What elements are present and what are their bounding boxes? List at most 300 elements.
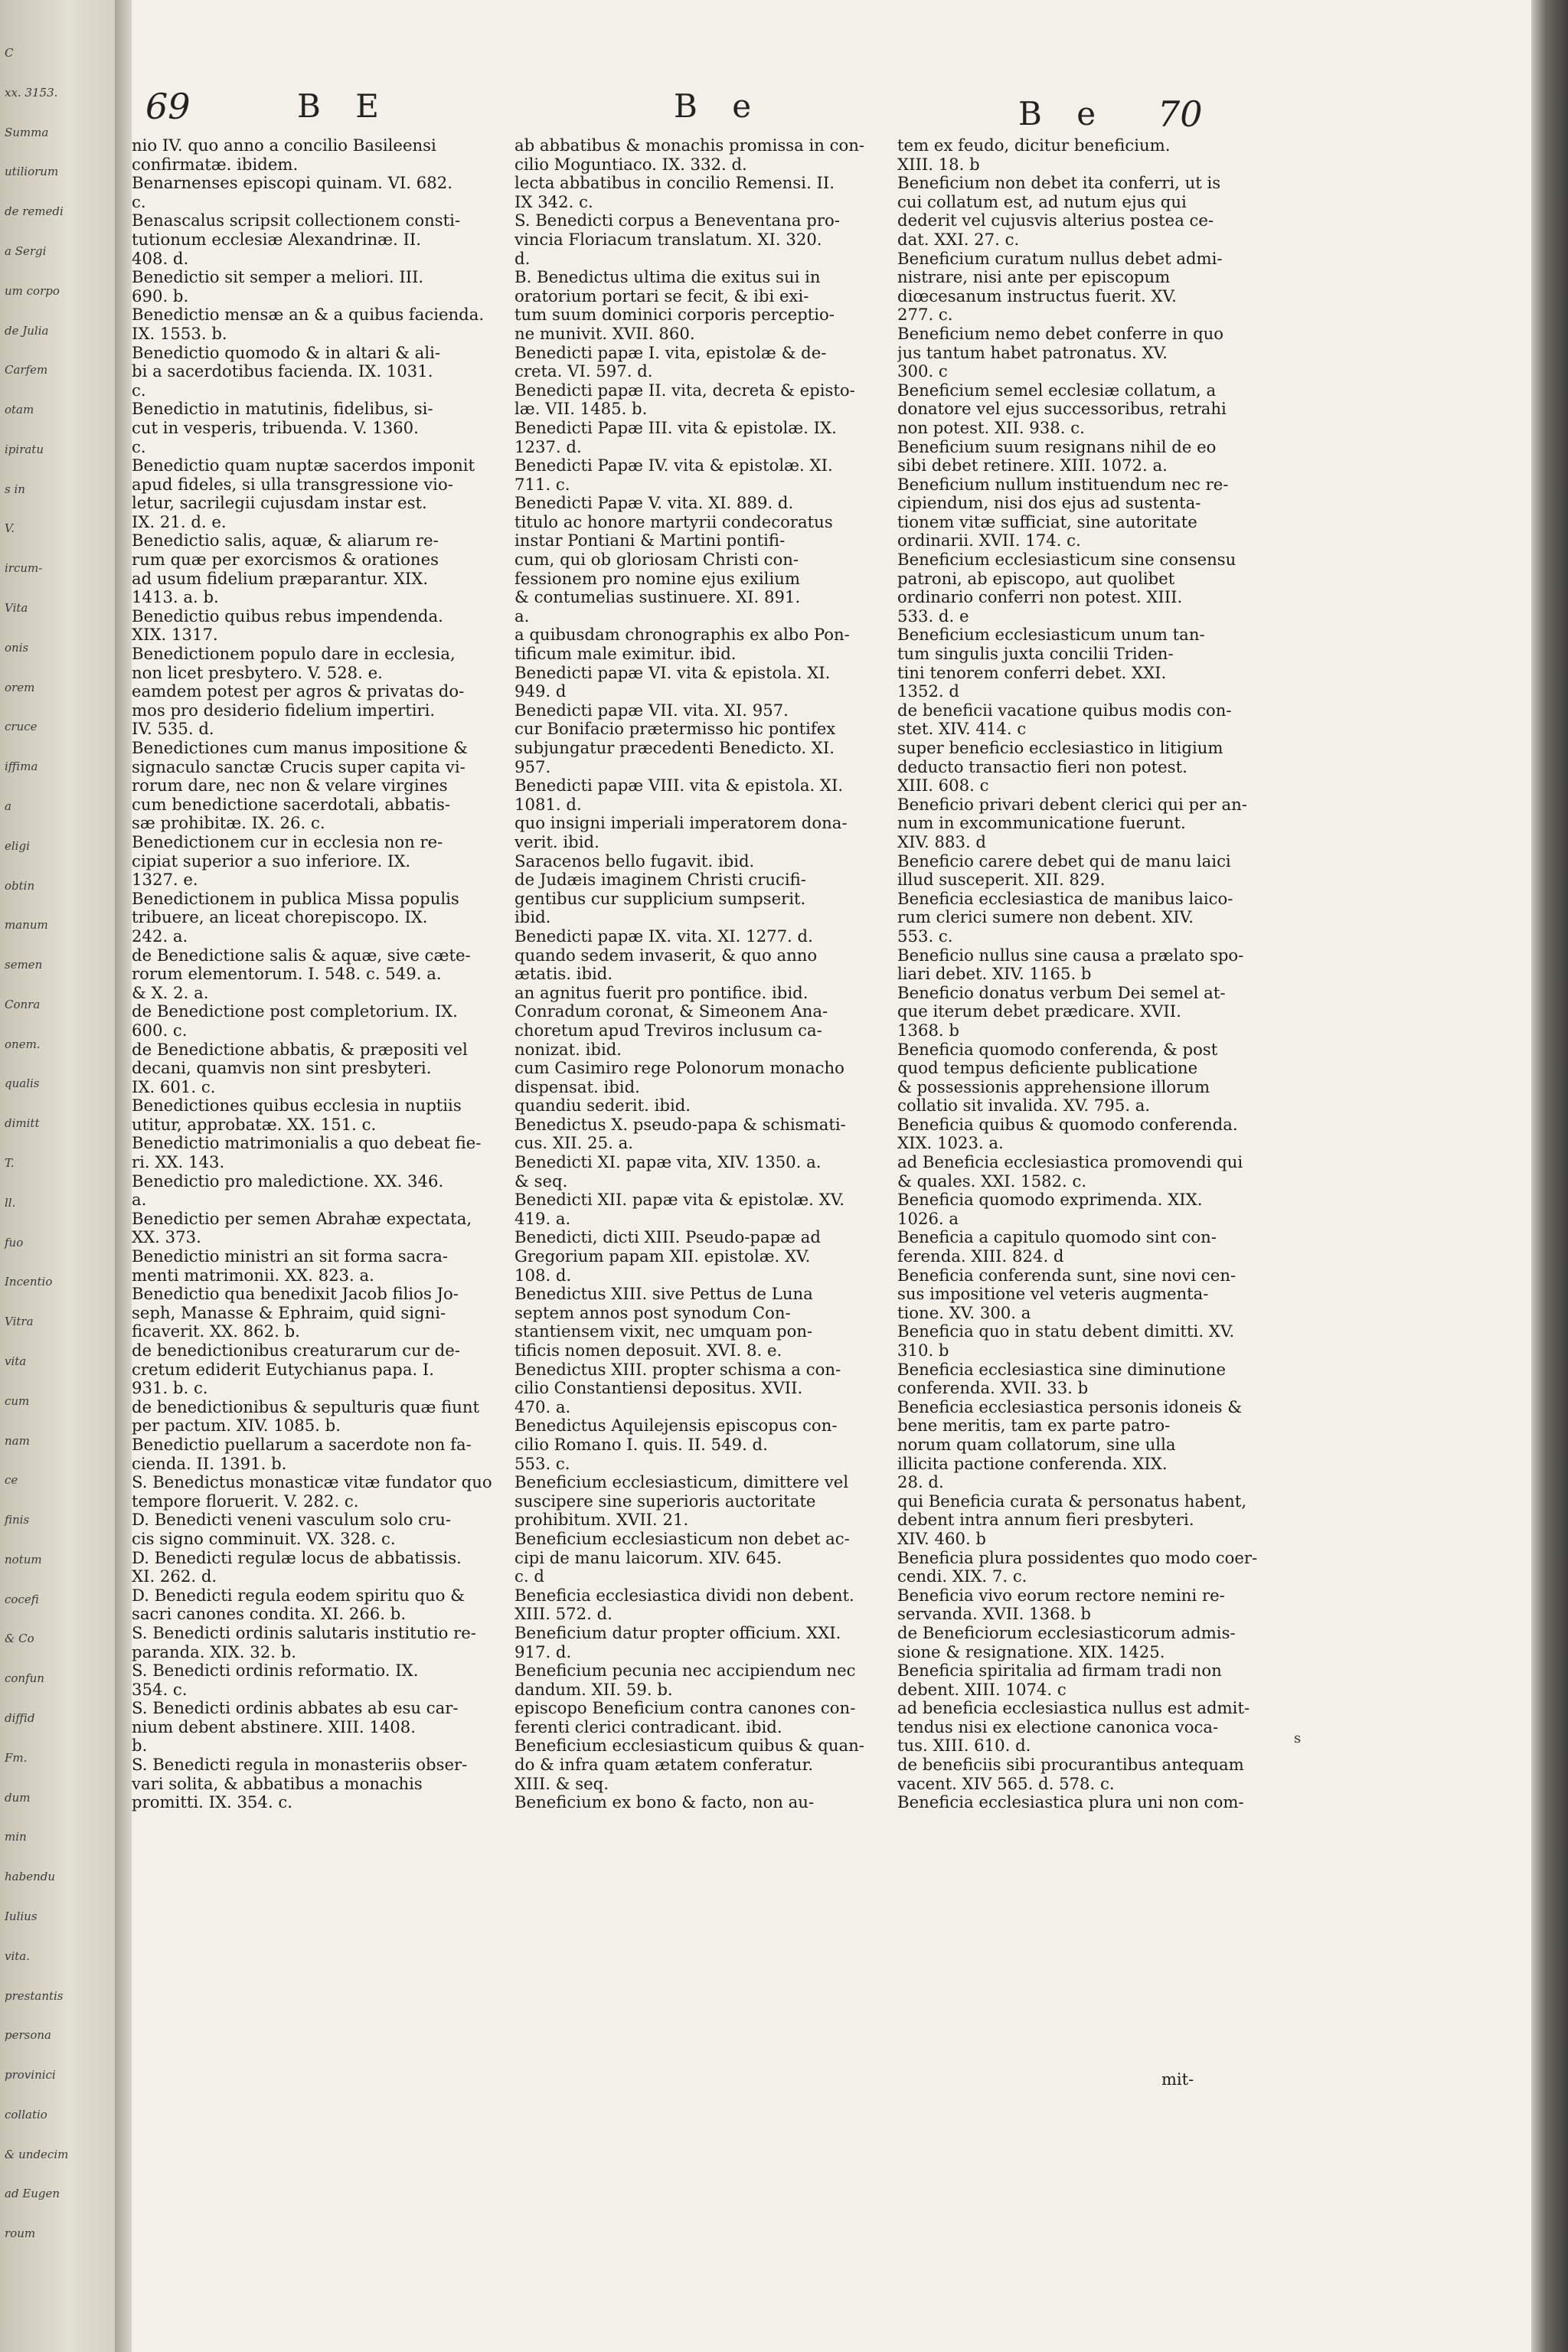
index-line: a quibusdam chronographis ex albo Pon- [514,626,850,645]
index-line: Benedictus XIII. propter schisma a con- [514,1360,841,1379]
index-line: dandum. XII. 59. b. [514,1680,673,1699]
index-line: ad beneficia ecclesiastica nullus est admit- [897,1699,1250,1718]
previous-page-text-fragment: prestantis [5,1988,64,2003]
index-line: tionem vitæ sufficiat, sine autoritate [897,512,1197,531]
index-line: servanda. XVII. 1368. b [897,1605,1091,1624]
page-edge-shadow [1531,0,1568,2352]
index-line: Benedictio matrimonialis a quo debeat fie- [132,1134,482,1153]
index-line: Beneficium pecunia nec accipiendum nec [514,1661,856,1681]
index-line: S. Benedicti corpus a Beneventana pro- [514,211,840,230]
index-line: stet. XIV. 414. c [897,720,1027,739]
index-line: fessionem pro nomine ejus exilium [514,569,800,588]
previous-page-text-fragment: notum [5,1552,42,1566]
index-line: sibi debet retinere. XIII. 1072. a. [897,456,1168,475]
index-line: XIV. 460. b [897,1529,986,1548]
index-line: Benedicti papæ IX. vita. XI. 1277. d. [514,926,813,946]
previous-page-text-fragment: otam [5,403,34,417]
index-line: Beneficium ecclesiasticum unum tan- [897,626,1205,645]
index-line: oratorium portari se fecit, & ibi exi- [514,286,809,305]
index-line: Beneficia ecclesiastica dividi non debent. [514,1586,854,1605]
index-line: 957. [514,757,551,776]
previous-page-text-fragment: provinici [5,2068,56,2082]
index-line: deducto transactio fieri non potest. [897,757,1187,776]
index-line: signaculo sanctæ Crucis super capita vi- [132,757,466,776]
previous-page-text-fragment: de remedi [5,204,64,219]
index-line: eamdem potest per agros & privatas do- [132,682,465,701]
index-line: Benedicti Papæ IV. vita & epistolæ. XI. [514,456,833,475]
index-line: tendus nisi ex electione canonica voca- [897,1717,1219,1736]
index-line: patroni, ab episcopo, aut quolibet [897,569,1175,588]
previous-page-text-fragment: min [5,1830,27,1844]
index-line: & X. 2. a. [132,983,209,1002]
index-line: & quales. XXI. 1582. c. [897,1171,1087,1191]
previous-page-text-fragment: iffima [5,760,38,774]
index-line: 1327. e. [132,871,198,890]
index-line: tini tenorem conferri debet. XXI. [897,663,1167,682]
index-line: Benedictio pro maledictione. XX. 346. [132,1171,444,1191]
index-line: Benedicti papæ I. vita, epistolæ & de- [514,343,827,362]
index-line: 553. c. [897,926,953,946]
index-line: Beneficia quomodo exprimenda. XIX. [897,1191,1203,1210]
index-line: Beneficia ecclesiastica personis idoneis & [897,1397,1243,1416]
index-line: Benedictio qua benedixit Jacob filios Jo- [132,1285,459,1304]
index-line: Conradum coronat, & Simeonem Ana- [514,1002,828,1021]
index-line: & possessionis apprehensione illorum [897,1077,1210,1096]
index-line: liari debet. XIV. 1165. b [897,965,1092,984]
previous-page-text-fragment: fuo [5,1235,24,1250]
index-line: diœcesanum instructus fuerit. XV. [897,286,1177,305]
index-line: Beneficia vivo eorum rectore nemini re- [897,1586,1225,1605]
index-line: decani, quamvis non sint presbyteri. [132,1059,432,1078]
previous-page-text-fragment: C [5,46,14,60]
index-line: dat. XXI. 27. c. [897,230,1020,249]
previous-page-text-fragment: Summa [5,125,49,139]
index-line: læ. VII. 1485. b. [514,400,648,419]
index-line: Benedictio sit semper a meliori. III. [132,268,424,287]
index-line: apud fideles, si ulla transgressione vio- [132,475,453,494]
previous-page-text-fragment: Conra [5,997,41,1011]
index-line: Beneficia ecclesiastica sine diminutione [897,1360,1226,1379]
index-line: Beneficio privari debent clerici qui per an- [897,795,1247,814]
index-line: num in excommunicatione fuerunt. [897,814,1186,833]
previous-page-text-fragment: Vita [5,601,28,615]
previous-page-text-fragment: ll. [5,1195,16,1210]
index-line: mos pro desiderio fidelium impertiri. [132,701,436,720]
index-line: promitti. IX. 354. c. [132,1793,293,1812]
index-line: lecta abbatibus in concilio Remensi. II. [514,174,835,193]
index-line: super beneficio ecclesiastico in litigium [897,739,1223,757]
index-line: Beneficium suum resignans nihil de eo [897,437,1217,456]
previous-page-text-fragment: ad Eugen [5,2187,60,2201]
index-line: B. Benedictus ultima die exitus sui in [514,268,821,287]
book-page [132,0,1531,2352]
index-line: 310. b [897,1341,949,1360]
index-line: Benedictionem cur in ecclesia non re- [132,832,443,851]
index-line: Beneficia spiritalia ad firmam tradi non [897,1661,1222,1681]
index-line: septem annos post synodum Con- [514,1303,791,1322]
index-line: creta. VI. 597. d. [514,362,653,381]
previous-page-text-fragment: xx. 3153. [5,85,58,100]
index-line: verit. ibid. [514,832,599,851]
index-line: Benedicti papæ VI. vita & epistola. XI. [514,663,831,682]
index-line: an agnitus fuerit pro pontifice. ibid. [514,983,808,1002]
index-line: choretum apud Treviros inclusum ca- [514,1021,822,1040]
index-line: ne munivit. XVII. 860. [514,324,695,343]
index-line: non potest. XII. 938. c. [897,418,1085,437]
index-line: 690. b. [132,286,189,305]
index-line: jus tantum habet patronatus. XV. [897,343,1168,362]
previous-page-text-fragment: s in [5,482,25,496]
previous-page-text-fragment: diffid [5,1711,35,1725]
index-line: quo insigni imperiali imperatorem dona- [514,814,848,833]
index-line: a. [514,606,530,626]
index-line: que iterum debet prædicare. XVII. [897,1002,1181,1021]
index-line: de Benedictione post completorium. IX. [132,1002,458,1021]
index-line: sæ prohibitæ. IX. 26. c. [132,814,325,833]
index-line: cretum ediderit Eutychianus papa. I. [132,1360,435,1379]
index-line: Beneficium semel ecclesiæ collatum, a [897,381,1217,400]
index-line: tione. XV. 300. a [897,1303,1031,1322]
previous-page-text-fragment: T. [5,1156,15,1170]
index-line: 931. b. c. [132,1379,208,1398]
index-line: cendi. XIX. 7. c. [897,1567,1027,1586]
index-line: Benedicti, dicti XIII. Pseudo-papæ ad [514,1228,821,1247]
index-line: tificum male eximitur. ibid. [514,645,737,664]
index-line: seph, Manasse & Ephraim, quid signi- [132,1303,446,1322]
index-line: ætatis. ibid. [514,965,613,984]
index-line: donatore vel ejus successoribus, retrahi [897,400,1227,419]
index-line: Benedictus X. pseudo-papa & schismati- [514,1115,846,1134]
index-line: Benedictus XIII. sive Pettus de Luna [514,1285,813,1304]
index-line: 419. a. [514,1209,571,1228]
previous-page-text-fragment: dum [5,1790,31,1805]
index-line: 1352. d [897,682,959,701]
index-line: rorum dare, nec non & velare virgines [132,776,448,795]
index-line: 28. d. [897,1473,944,1492]
index-line: XIII. 18. b [897,155,980,174]
index-line: de beneficiis sibi procurantibus antequam [897,1756,1244,1775]
index-line: c. d [514,1567,544,1586]
index-line: Beneficia conferenda sunt, sine novi cen- [897,1266,1236,1285]
index-line: 1026. a [897,1209,959,1228]
index-line: ordinarii. XVII. 174. c. [897,531,1081,550]
index-line: cilio Constantiensi depositus. XVII. [514,1379,803,1398]
index-line: IV. 535. d. [132,720,214,739]
index-line: Beneficio carere debet qui de manu laici [897,851,1231,871]
index-line: sus impositione vel veteris augmenta- [897,1285,1209,1304]
index-line: conferenda. XVII. 33. b [897,1379,1089,1398]
previous-page-text-fragment: collatio [5,2107,47,2122]
index-line: Benedictiones quibus ecclesia in nuptiis [132,1096,462,1116]
index-line: 408. d. [132,249,189,268]
index-line: Benedicti Papæ V. vita. XI. 889. d. [514,494,794,513]
previous-page-text-fragment: Vitra [5,1315,34,1329]
index-line: Benedictio per semen Abrahæ expectata, [132,1209,472,1228]
index-line: ad Beneficia ecclesiastica promovendi qui [897,1153,1243,1172]
index-line: 600. c. [132,1021,188,1040]
index-line: Benedicti XI. papæ vita, XIV. 1350. a. [514,1153,822,1172]
index-line: 949. d [514,682,567,701]
index-line: 1081. d. [514,795,582,814]
index-line: Beneficium datur propter officium. XXI. [514,1623,841,1642]
running-head-letters: B e [674,87,764,125]
index-line: 711. c. [514,475,570,494]
previous-page-text-fragment: semen [5,958,43,972]
index-line: ab abbatibus & monachis promissa in con- [514,136,865,155]
index-line: letur, sacrilegii cujusdam instar est. [132,494,427,513]
index-line: nistrare, nisi ante per episcopum [897,268,1171,287]
catchword: mit- [1161,2070,1194,2089]
index-line: Benedicti papæ VII. vita. XI. 957. [514,701,789,720]
index-line: 1237. d. [514,437,582,456]
index-line: do & infra quam ætatem conferatur. [514,1756,814,1775]
previous-page-text-fragment: Fm. [5,1750,28,1765]
index-line: illicita pactione conferenda. XIX. [897,1454,1168,1473]
index-line: nio IV. quo anno a concilio Basileensi [132,136,436,155]
previous-page-text-fragment: cocefi [5,1592,39,1606]
previous-page-fragment [0,0,115,2352]
index-line: ficaverit. XX. 862. b. [132,1322,300,1341]
index-line: b. [132,1736,148,1756]
index-line: tem ex feudo, dicitur beneficium. [897,136,1171,155]
index-line: cui collatum est, ad nutum ejus qui [897,192,1187,211]
index-line: ri. XX. 143. [132,1153,225,1172]
previous-page-text-fragment: ipiratu [5,442,44,456]
index-line: & seq. [514,1171,568,1191]
index-line: Saracenos bello fugavit. ibid. [514,851,755,871]
previous-page-text-fragment: obtin [5,878,35,893]
index-line: cum benedictione sacerdotali, abbatis- [132,795,451,814]
index-line: tribuere, an liceat chorepiscopo. IX. [132,908,428,927]
index-line: S. Benedicti regula in monasteriis obser- [132,1756,468,1775]
index-line: cipiat superior a suo inferiore. IX. [132,851,411,871]
index-line: Benedicti papæ II. vita, decreta & episto- [514,381,855,400]
index-line: & contumelias sustinuere. XI. 891. [514,588,801,607]
index-line: Beneficia quo in statu debent dimitti. XV. [897,1322,1235,1341]
index-line: Benedictionem in publica Missa populis [132,889,459,908]
page-header [132,83,1531,136]
index-line: S. Benedicti ordinis salutaris institutio re- [132,1623,476,1642]
index-line: Beneficium curatum nullus debet admi- [897,249,1223,268]
index-line: de Benedictione abbatis, & præpositi vel [132,1040,468,1059]
index-line: Beneficia plura possidentes quo modo coer- [897,1548,1258,1567]
index-line: vincia Floriacum translatum. XI. 320. [514,230,822,249]
index-line: Benedictio quam nuptæ sacerdos imponit [132,456,475,475]
index-line: Benedictiones cum manus impositione & [132,739,468,757]
index-line: XIX. 1023. a. [897,1134,1004,1153]
index-line: Beneficia quomodo conferenda, & post [897,1040,1218,1059]
index-line: cilio Moguntiaco. IX. 332. d. [514,155,747,174]
stray-mark: s [1294,1730,1302,1746]
running-head-letters: B E [297,87,391,125]
page-number-left: 69 [145,86,191,127]
index-line: dederit vel cujusvis alterius postea ce- [897,211,1214,230]
previous-page-text-fragment: a [5,799,11,813]
previous-page-text-fragment: utiliorum [5,165,59,179]
index-line: XIII. 608. c [897,776,989,795]
index-line: cut in vesperis, tribuenda. V. 1360. [132,418,419,437]
index-line: illud susceperit. XII. 829. [897,871,1106,890]
previous-page-text-fragment: Carfem [5,363,48,377]
index-line: d. [514,249,531,268]
book-gutter [115,0,132,2352]
previous-page-text-fragment: um corpo [5,283,60,298]
index-line: Beneficium non debet ita conferri, ut is [897,174,1221,193]
index-line: c. [132,381,146,400]
index-line: suscipere sine superioris auctoritate [514,1491,816,1511]
previous-page-text-fragment: ircum- [5,561,43,576]
index-line: dispensat. ibid. [514,1077,640,1096]
previous-page-text-fragment: persona [5,2028,51,2043]
index-line: ad usum fidelium præparantur. XIX. [132,569,429,588]
index-line: c. [132,437,146,456]
index-line: 917. d. [514,1642,572,1661]
index-line: tutionum ecclesiæ Alexandrinæ. II. [132,230,422,249]
index-line: quandiu sederit. ibid. [514,1096,691,1116]
index-line: vari solita, & abbatibus a monachis [132,1774,423,1793]
index-line: cilio Romano I. quis. II. 549. d. [514,1435,768,1454]
index-line: Benarnenses episcopi quinam. VI. 682. [132,174,452,193]
previous-page-text-fragment: manum [5,918,48,933]
index-line: de Judæis imaginem Christi crucifi- [514,871,806,890]
index-line: bi a sacerdotibus facienda. IX. 1031. [132,362,433,381]
index-line: cus. XII. 25. a. [514,1134,633,1153]
running-head-letters: B e [1018,95,1109,132]
index-line: instar Pontiani & Martini pontifi- [514,531,786,550]
index-line: Beneficium nemo debet conferre in quo [897,324,1224,343]
index-line: Beneficia ecclesiastica de manibus laico- [897,889,1233,908]
index-line: Beneficium ex bono & facto, non au- [514,1793,815,1812]
index-line: ordinario conferri non potest. XIII. [897,588,1183,607]
previous-page-text-fragment: vita [5,1354,27,1368]
previous-page-text-fragment: onis [5,640,29,655]
index-line: episcopo Beneficium contra canones con- [514,1699,856,1718]
index-line: Beneficia quibus & quomodo conferenda. [897,1115,1238,1134]
index-line: XI. 262. d. [132,1567,217,1586]
index-line: cipi de manu laicorum. XIV. 645. [514,1548,782,1567]
index-line: Benedictio quomodo & in altari & ali- [132,343,441,362]
index-line: de Benedictione salis & aquæ, sive cæte- [132,946,471,965]
previous-page-text-fragment: Incentio [5,1275,53,1289]
index-line: menti matrimonii. XX. 823. a. [132,1266,374,1285]
index-line: Beneficia a capitulo quomodo sint con- [897,1228,1217,1247]
index-line: subjungatur præcedenti Benedicto. XI. [514,739,835,757]
index-line: D. Benedicti regula eodem spiritu quo & [132,1586,466,1605]
index-line: de benedictionibus creaturarum cur de- [132,1341,460,1360]
index-line: Benedictio mensæ an & a quibus facienda. [132,305,485,325]
index-line: S. Benedicti ordinis abbates ab esu car- [132,1699,459,1718]
index-line: Beneficia ecclesiastica plura uni non com- [897,1793,1244,1812]
index-line: tum singulis juxta concilii Triden- [897,645,1174,664]
index-line: XIV. 883. d [897,832,986,851]
previous-page-text-fragment: & Co [5,1632,34,1646]
index-line: confirmatæ. ibidem. [132,155,299,174]
index-line: S. Benedictus monasticæ vitæ fundator quo [132,1473,492,1492]
index-line: Benedictus Aquilejensis episcopus con- [514,1416,838,1436]
index-column-2 [514,136,891,1812]
index-line: S. Benedicti ordinis reformatio. IX. [132,1661,419,1681]
index-line: Beneficio nullus sine causa a prælato spo- [897,946,1244,965]
index-line: Benedictio salis, aquæ, & aliarum re- [132,531,439,550]
index-line: IX. 1553. b. [132,324,227,343]
index-line: IX. 601. c. [132,1077,216,1096]
previous-page-text-fragment: cruce [5,720,38,734]
previous-page-text-fragment: V. [5,521,15,536]
index-line: tus. XIII. 610. d. [897,1736,1031,1756]
index-line: 1413. a. b. [132,588,219,607]
index-line: norum quam collatorum, sine ulla [897,1435,1176,1454]
index-line: debent intra annum fieri presbyteri. [897,1511,1194,1530]
index-line: tificis nomen deposuit. XVI. 8. e. [514,1341,782,1360]
index-line: titulo ac honore martyrii condecoratus [514,512,833,531]
index-line: 354. c. [132,1680,188,1699]
index-line: a. [132,1191,147,1210]
previous-page-text-fragment: finis [5,1513,30,1527]
index-line: rum clerici sumere non debent. XIV. [897,908,1194,927]
index-line: stantiensem vixit, nec umquam pon- [514,1322,813,1341]
index-line: nonizat. ibid. [514,1040,622,1059]
previous-page-text-fragment: onem. [5,1037,41,1051]
index-line: Benascalus scripsit collectionem consti- [132,211,461,230]
index-line: Benedictionem populo dare in ecclesia, [132,645,456,664]
previous-page-text-fragment: qualis [5,1076,40,1091]
index-line: 1368. b [897,1021,959,1040]
index-line: IX. 21. d. e. [132,512,227,531]
index-line: Beneficium ecclesiasticum, dimittere vel [514,1473,849,1492]
page-number-right: 70 [1158,93,1203,135]
index-line: Benedictio ministri an sit forma sacra- [132,1247,448,1266]
index-line: Benedictio puellarum a sacerdote non fa- [132,1435,472,1454]
index-line: sione & resignatione. XIX. 1425. [897,1642,1165,1661]
index-line: de beneficii vacatione quibus modis con- [897,701,1232,720]
index-line: 108. d. [514,1266,572,1285]
index-line: rorum elementorum. I. 548. c. 549. a. [132,965,442,984]
index-line: c. [132,192,146,211]
previous-page-text-fragment: vita. [5,1949,31,1963]
index-line: XIII. 572. d. [514,1605,612,1624]
index-line: paranda. XIX. 32. b. [132,1642,296,1661]
index-line: qui Beneficia curata & personatus habent, [897,1491,1247,1511]
index-line: tempore floruerit. V. 282. c. [132,1491,359,1511]
index-line: Benedicti XII. papæ vita & epistolæ. XV. [514,1191,845,1210]
previous-page-text-fragment: cum [5,1393,30,1408]
previous-page-text-fragment: orem [5,680,35,694]
index-line: ibid. [514,908,551,927]
index-line: 277. c. [897,305,953,325]
index-line: collatio sit invalida. XV. 795. a. [897,1096,1151,1116]
index-line: quod tempus deficiente publicatione [897,1059,1198,1078]
index-line: 553. c. [514,1454,570,1473]
index-line: nium debent abstinere. XIII. 1408. [132,1717,416,1736]
index-line: Beneficio donatus verbum Dei semel at- [897,983,1226,1002]
index-line: prohibitum. XVII. 21. [514,1511,689,1530]
index-line: 470. a. [514,1397,571,1416]
index-line: Beneficium ecclesiasticum quibus & quan- [514,1736,864,1756]
index-line: XIX. 1317. [132,626,218,645]
index-line: IX 342. c. [514,192,593,211]
index-line: Benedictio in matutinis, fidelibus, si- [132,400,433,419]
index-line: ferenti clerici contradicant. ibid. [514,1717,782,1736]
index-line: debent. XIII. 1074. c [897,1680,1067,1699]
index-line: cum Casimiro rege Polonorum monacho [514,1059,844,1078]
index-line: Benedicti papæ VIII. vita & epistola. XI. [514,776,844,795]
previous-page-text-fragment: nam [5,1433,30,1448]
index-line: cum, qui ob gloriosam Christi con- [514,550,799,570]
index-line: non licet presbytero. V. 528. e. [132,663,383,682]
previous-page-text-fragment: habendu [5,1870,56,1884]
previous-page-text-fragment: roum [5,2226,36,2241]
index-line: Beneficium nullum instituendum nec re- [897,475,1229,494]
